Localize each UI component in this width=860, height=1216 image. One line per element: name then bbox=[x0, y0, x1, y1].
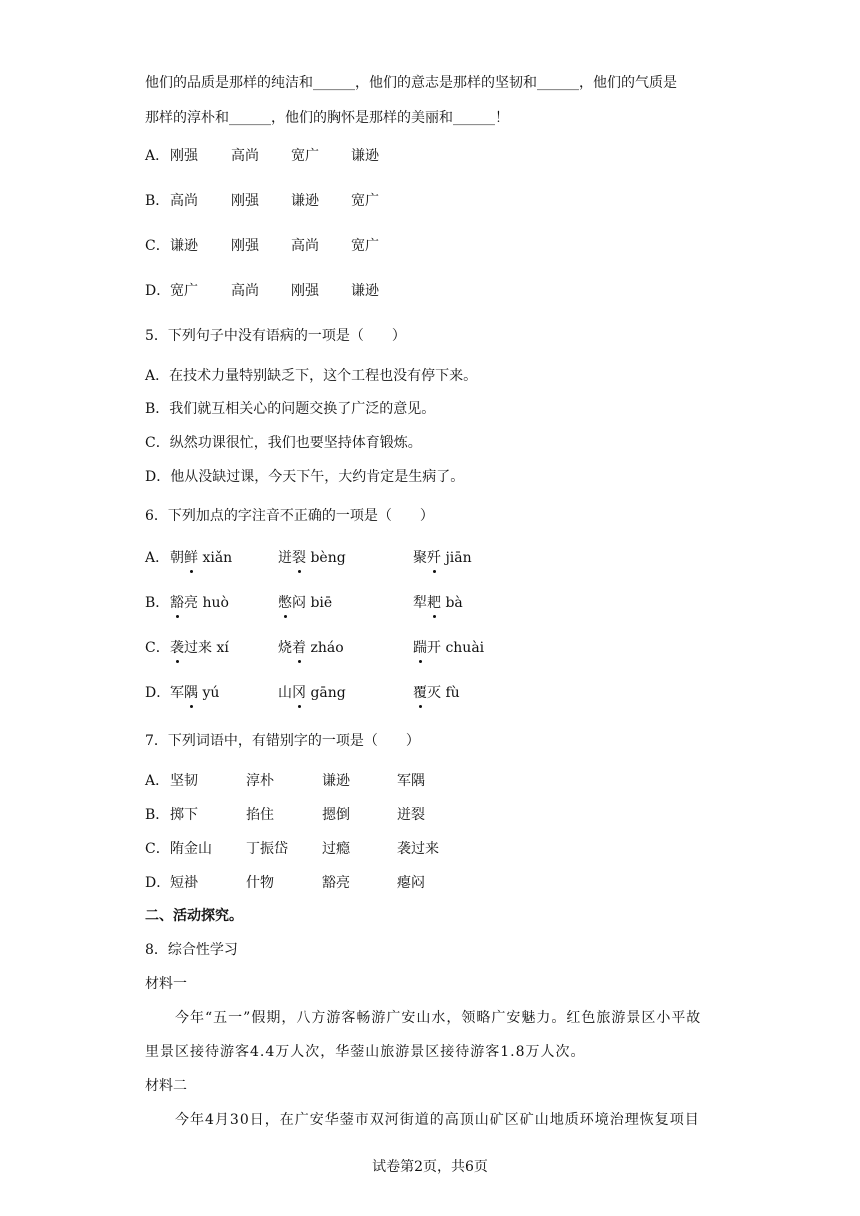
option-letter: B． bbox=[145, 193, 170, 209]
option-word: 高尚 bbox=[291, 238, 319, 254]
dotted-char: 鲜 bbox=[184, 550, 198, 566]
option-word: 掷下 bbox=[170, 807, 198, 823]
pinyin: biē bbox=[306, 595, 333, 611]
option-item bbox=[278, 638, 344, 658]
option-word: 瘪闷 bbox=[397, 875, 425, 891]
option-word: 迸裂 bbox=[397, 807, 425, 823]
option-item bbox=[278, 593, 332, 613]
q5-option-b: B．我们就互相关心的问题交换了广泛的意见。 bbox=[145, 401, 436, 417]
dotted-char: 隅 bbox=[184, 685, 198, 701]
option-item bbox=[170, 638, 229, 658]
pinyin: yú bbox=[198, 685, 220, 701]
material-2-title: 材料二 bbox=[145, 1078, 187, 1094]
item-text: 军 bbox=[170, 685, 184, 701]
q4-stem-line-1: 他们的品质是那样的纯洁和______，他们的意志是那样的坚韧和______，他们的气质是 bbox=[145, 75, 677, 91]
option-word: 掐住 bbox=[246, 807, 274, 823]
item-text: 犁 bbox=[413, 595, 427, 611]
option-word: 坚韧 bbox=[170, 773, 198, 789]
option-word: 丁振岱 bbox=[246, 841, 288, 857]
q5-stem: 5．下列句子中没有语病的一项是（ ） bbox=[145, 328, 406, 344]
option-letter: A． bbox=[145, 148, 170, 164]
dotted-char: 耙 bbox=[427, 595, 441, 611]
item-text: 烧 bbox=[278, 640, 292, 656]
q6-stem: 6．下列加点的字注音不正确的一项是（ ） bbox=[145, 508, 434, 524]
page-footer: 试卷第2页，共6页 bbox=[372, 1159, 488, 1175]
q5-option-d: D．他从没缺过课，今天下午，大约肯定是生病了。 bbox=[145, 469, 465, 485]
option-word: 宽广 bbox=[351, 238, 379, 254]
item-text: 朝 bbox=[170, 550, 184, 566]
option-word: 谦逊 bbox=[351, 148, 379, 164]
item-text: 灭 bbox=[427, 685, 441, 701]
pinyin: jiān bbox=[441, 550, 472, 566]
section-heading: 二、活动探究。 bbox=[145, 908, 243, 924]
option-item bbox=[278, 548, 346, 568]
option-word: 高尚 bbox=[231, 148, 259, 164]
option-letter: D． bbox=[145, 875, 171, 891]
q5-option-a: A．在技术力量特别缺乏下，这个工程也没有停下来。 bbox=[145, 368, 478, 384]
pinyin: chuài bbox=[441, 640, 485, 656]
option-letter: A． bbox=[145, 773, 170, 789]
option-word: 刚强 bbox=[170, 148, 198, 164]
q5-option-c: C．纵然功课很忙，我们也要坚持体育锻炼。 bbox=[145, 435, 422, 451]
dotted-char: 憋 bbox=[278, 595, 292, 611]
option-word: 豁亮 bbox=[322, 875, 350, 891]
option-letter: B． bbox=[145, 807, 170, 823]
option-word: 袭过来 bbox=[397, 841, 439, 857]
option-word: 宽广 bbox=[170, 283, 198, 299]
option-word: 谦逊 bbox=[170, 238, 198, 254]
option-letter: C． bbox=[145, 841, 170, 857]
pinyin: huò bbox=[198, 595, 229, 611]
option-letter: C． bbox=[145, 238, 170, 254]
option-word: 谦逊 bbox=[322, 773, 350, 789]
option-item bbox=[170, 683, 219, 703]
option-item bbox=[278, 683, 346, 703]
q7-stem: 7．下列词语中，有错别字的一项是（ ） bbox=[145, 733, 420, 749]
pinyin: bèng bbox=[306, 550, 346, 566]
pinyin: xí bbox=[212, 640, 229, 656]
option-word: 过瘾 bbox=[322, 841, 350, 857]
dotted-char: 着 bbox=[292, 640, 306, 656]
option-item bbox=[413, 593, 463, 613]
item-text: 聚 bbox=[413, 550, 427, 566]
item-text: 闷 bbox=[292, 595, 306, 611]
option-word: 短褂 bbox=[170, 875, 198, 891]
pinyin: gāng bbox=[306, 685, 346, 701]
option-item bbox=[170, 593, 229, 613]
pinyin: fù bbox=[441, 685, 460, 701]
material-1-line-2: 里景区接待游客4.4万人次，华蓥山旅游景区接待游客1.8万人次。 bbox=[145, 1044, 586, 1060]
dotted-char: 豁 bbox=[170, 595, 184, 611]
option-item bbox=[413, 638, 484, 658]
option-item bbox=[170, 548, 232, 568]
q4-stem-line-2: 那样的淳朴和______，他们的胸怀是那样的美丽和______！ bbox=[145, 110, 509, 126]
option-word: 高尚 bbox=[170, 193, 198, 209]
option-item bbox=[413, 683, 460, 703]
option-word: 谦逊 bbox=[291, 193, 319, 209]
option-letter: D． bbox=[145, 283, 171, 299]
item-text: 过来 bbox=[184, 640, 212, 656]
dotted-char: 冈 bbox=[292, 685, 306, 701]
material-1-title: 材料一 bbox=[145, 976, 187, 992]
item-text: 开 bbox=[427, 640, 441, 656]
option-letter: A． bbox=[145, 550, 170, 566]
option-word: 军隅 bbox=[397, 773, 425, 789]
option-word: 宽广 bbox=[351, 193, 379, 209]
option-word: 宽广 bbox=[291, 148, 319, 164]
option-item bbox=[413, 548, 472, 568]
option-word: 刚强 bbox=[291, 283, 319, 299]
dotted-char: 袭 bbox=[170, 640, 184, 656]
option-word: 摁倒 bbox=[322, 807, 350, 823]
dotted-char: 覆 bbox=[413, 685, 427, 701]
material-1-line-1: 今年“五一”假期，八方游客畅游广安山水，领略广安魅力。红色旅游景区小平故 bbox=[175, 1010, 702, 1026]
item-text: 迸 bbox=[278, 550, 292, 566]
pinyin: xiǎn bbox=[198, 550, 233, 566]
option-letter: B． bbox=[145, 595, 170, 611]
option-word: 淳朴 bbox=[246, 773, 274, 789]
option-word: 高尚 bbox=[231, 283, 259, 299]
option-letter: C． bbox=[145, 640, 170, 656]
item-text: 亮 bbox=[184, 595, 198, 611]
option-word: 谦逊 bbox=[351, 283, 379, 299]
material-2-line-1: 今年4月30日，在广安华蓥市双河街道的高顶山矿区矿山地质环境治理恢复项目 bbox=[175, 1112, 700, 1128]
option-word: 陏金山 bbox=[170, 841, 212, 857]
item-text: 山 bbox=[278, 685, 292, 701]
pinyin: bà bbox=[441, 595, 463, 611]
option-letter: D． bbox=[145, 685, 171, 701]
pinyin: zháo bbox=[306, 640, 344, 656]
option-word: 刚强 bbox=[231, 193, 259, 209]
option-word: 刚强 bbox=[231, 238, 259, 254]
dotted-char: 踹 bbox=[413, 640, 427, 656]
q8-stem: 8．综合性学习 bbox=[145, 942, 238, 958]
option-word: 什物 bbox=[246, 875, 274, 891]
dotted-char: 歼 bbox=[427, 550, 441, 566]
dotted-char: 裂 bbox=[292, 550, 306, 566]
